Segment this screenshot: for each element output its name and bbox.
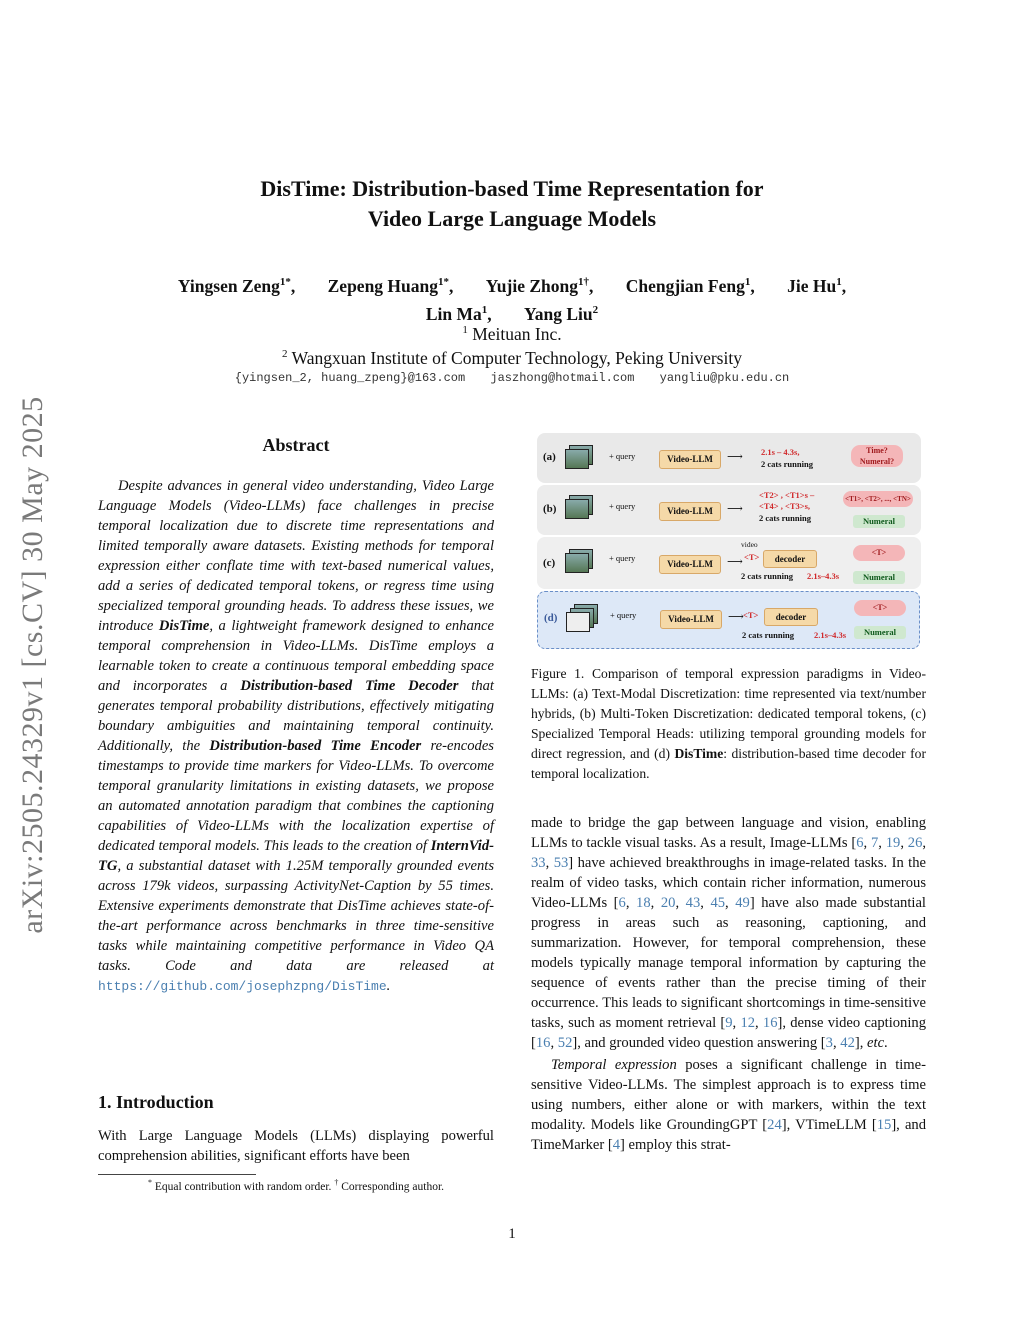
author: Yang Liu$^2$ [524,303,599,324]
figure-1 [537,433,921,649]
arrow-icon: ⟶ [728,611,744,623]
numeral-box: Numeral [853,571,905,584]
arxiv-stamp-text: arXiv:2505.24329v1 [cs.CV] 30 May 2025 [16,396,49,934]
author: Zepeng Huang$^{1*}$, [327,275,454,296]
figure-panel-d: (d) + query Video-LLM ⟶ <T> decoder 2 cats running 2.1s–4.3s <T> Numeral [537,591,920,649]
citation[interactable]: 52 [557,1035,573,1051]
abstract-body: Despite advances in general video understanding, Video Large Language Models (Video-LLMs) face challenges in precise temporal localization due to discrete time representations and limited temporally aware datasets. Existing methods for temporal expression either conflate time with text-based numerical values, add a series of dedicated temporal tokens, or regress time using specialized temporal grounding heads. To address these issues, we introduce DisTime, a lightweight framework designed to enhance temporal comprehension in Video-LLMs. DisTime employs a learnable token to create a continuous temporal embedding space and incorporates a Distribution-based Time Decoder that generates temporal probability distributions, effectively mitigating boundary ambiguities and maintaining temporal continuity. Additionally, the Distribution-based Time Encoder re-encodes timestamps to provide time markers for Video-LLMs. To overcome temporal granularity limitations in existing datasets, we propose an automated annotation paradigm that combines the captioning capabilities of Video-LLMs with the localization expertise of dedicated temporal models. This leads to the creation of InternVid-TG, a substantial dataset with 1.25M temporally grounded events across 179k videos, surpassing ActivityNet-Caption by 55 times. Extensive experiments demonstrate that DisTime achieves state-of-the-art performance across benchmarks in three time-sensitive tasks while maintaining competitive performance in Video QA tasks. Code and data are released at https://github.com/josephzpng/DisTime. [98,478,494,994]
author: Lin Ma$^1$, [425,303,492,324]
figure-panel-c: (c) + query Video-LLM ⟶ video <T> decoder 2 cats running 2.1s–4.3s <T> Numeral [537,537,921,589]
affiliation-1: $^1$ Meituan Inc. [462,323,562,344]
abstract-heading: Abstract [262,435,330,455]
numeral-box: Numeral [853,515,905,528]
email[interactable]: yangliu@pku.edu.cn [659,371,790,385]
title-line-2: Video Large Language Models [367,206,657,231]
citation[interactable]: 18 [636,895,651,911]
citation[interactable]: 43 [685,895,701,911]
email-list [120,371,904,385]
email[interactable]: {yingsen_2, huang_zpeng}@163.com [234,371,466,385]
footnote-rule [98,1174,256,1175]
citation[interactable]: 7 [870,835,879,851]
author: Chengjian Feng$^1$, [625,275,755,296]
thought-cloud: Time? Numeral? [851,445,903,467]
thought-cloud: <T> [854,600,906,616]
citation[interactable]: 6 [856,835,864,851]
page-number: 1 [508,1226,516,1242]
citation[interactable]: 15 [876,1117,892,1133]
author: Yujie Zhong$^{1\dagger}$, [485,275,594,296]
email[interactable]: jaszhong@hotmail.com [490,371,635,385]
title-line-1: DisTime: Distribution-based Time Representation for [260,176,764,201]
author: Yingsen Zeng$^{1*}$, [177,275,296,296]
numeral-box: Numeral [854,626,906,639]
citation[interactable]: 20 [660,895,676,911]
arrow-icon: ⟶ [727,451,743,463]
citation[interactable]: 16 [535,1035,551,1051]
video-frames-icon [565,495,595,519]
video-llm-box: Video-LLM [659,555,721,574]
video-frames-icon [566,604,596,628]
video-frames-icon [565,445,595,469]
citation[interactable]: 33 [531,855,546,871]
citation[interactable]: 9 [725,1015,733,1031]
citation[interactable]: 53 [553,855,569,871]
paper-title [150,174,874,234]
citation[interactable]: 45 [710,895,726,911]
citation[interactable]: 26 [907,835,923,851]
citation[interactable]: 19 [885,835,901,851]
arxiv-stamp [8,370,58,960]
thought-cloud: <T1>, <T2>, ..., <TN> [843,491,913,507]
arrow-icon: ⟶ [727,503,743,515]
code-link[interactable]: https://github.com/josephzpng/DisTime [98,979,387,994]
figure-1-caption: Figure 1. Comparison of temporal expression paradigms in Video-LLMs: (a) Text-Modal Discretization: time represented via text/number hybrids, (b) Multi-Token Discretization: dedicated temporal tokens, (c) Specialized Temporal Heads: utilizing temporal grounding models for direct regression, and (d) DisTime: distribution-based time decoder for temporal localization. [531,666,926,781]
section-heading-introduction: 1. Introduction [98,1092,214,1112]
intro-continued: made to bridge the gap between language and vision, enabling LLMs to tackle visual tasks. As a result, Image-LLMs [6, 7, 19, 26, 33, 53] have achieved breakthroughs in image-related tasks. In the realm of video tasks, which contain richer information, numerous Video-LLMs [6, 18, 20, 43, 45, 49] have also made substantial progress in areas such as reasoning, captioning, and summarization. However, for temporal comprehension, these models typically manage temporal information by capturing the sequence of events rather than the precise timing of their occurrence. This leads to significant shortcomings in time-sensitive tasks, such as moment retrieval [9, 12, 16], dense video captioning [16, 52], and grounded video question answering [3, 42], etc. Temporal expression poses a significant challenge in time-sensitive Video-LLMs. The simplest approach is to express time using numbers, either alone or with markers, within the text modality. Models like GroundingGPT [24], VTimeLLM [15], and TimeMarker [4] employ this strat- [531,815,927,1153]
footnote: * Equal contribution with random order. † Corresponding author. [147,1178,445,1193]
citation[interactable]: 24 [767,1117,782,1133]
citation[interactable]: 42 [840,1035,855,1051]
intro-text: With Large Language Models (LLMs) displaying powerful comprehension abilities, significant efforts have been [98,1128,494,1164]
citation[interactable]: 4 [612,1137,621,1153]
decoder-box: decoder [764,608,818,626]
video-llm-box: Video-LLM [660,610,722,629]
thought-cloud: <T> [853,545,905,561]
arrow-icon: ⟶ [727,556,743,568]
citation[interactable]: 16 [762,1015,778,1031]
video-llm-box: Video-LLM [659,502,721,521]
decoder-box: decoder [763,550,817,568]
author: Jie Hu$^1$, [787,275,847,296]
figure-panel-a: (a) + query Video-LLM ⟶ 2.1s – 4.3s, 2 cats running Time? Numeral? [537,433,921,483]
citation[interactable]: 3 [825,1035,833,1051]
citation[interactable]: 49 [735,895,750,911]
video-frames-icon [565,549,595,573]
citation[interactable]: 6 [618,895,626,911]
affiliation-2: $^2$ Wangxuan Institute of Computer Technology, Peking University [282,347,742,368]
figure-panel-b: (b) + query Video-LLM ⟶ <T2> , <T1>s – <T4> , <T3>s, 2 cats running <T1>, <T2>, ..., <TN> Numeral [537,485,921,535]
video-llm-box: Video-LLM [659,450,721,469]
citation[interactable]: 12 [740,1015,756,1031]
